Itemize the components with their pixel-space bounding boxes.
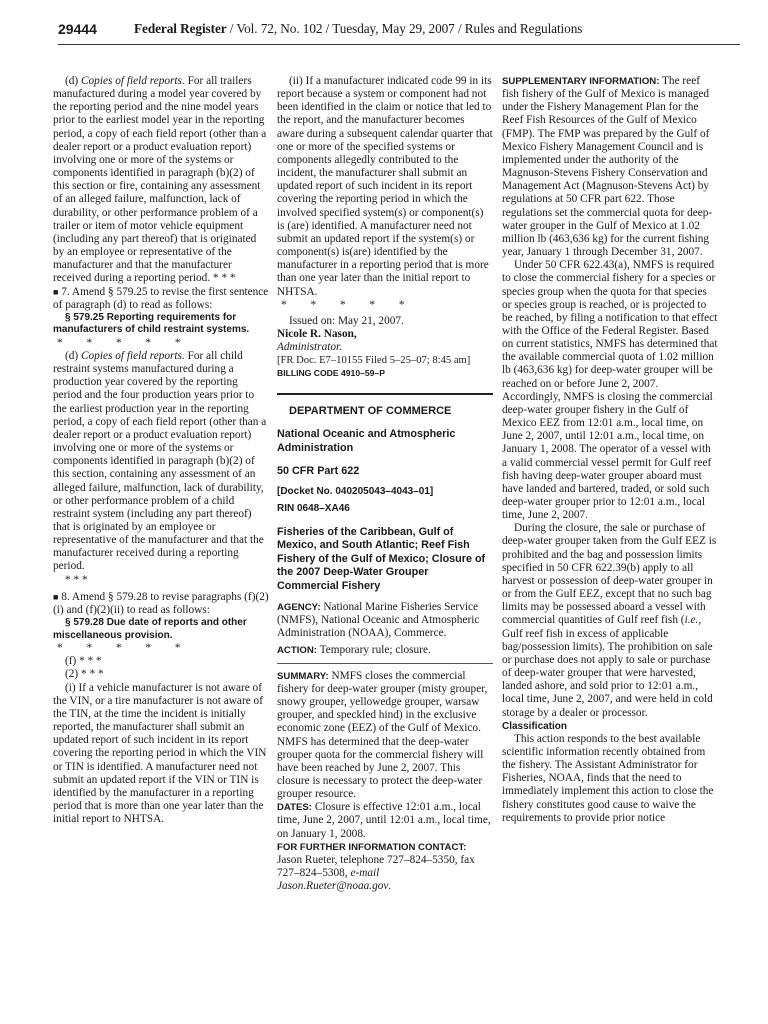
classification-heading: Classification [502,720,568,732]
issued-date: Issued on: May 21, 2007. [289,314,404,327]
action-line: ACTION: Temporary rule; closure. [277,643,431,656]
page-header [58,16,738,42]
paragraph-f2: (2) * * * [65,668,104,681]
cfr-part: 50 CFR Part 622 [277,465,360,478]
rule-title: Fisheries of the Caribbean, Gulf of Mexico, and South Atlantic; Reef Fish Fishery of the Gulf of Mexico; Closure of the 2007 Deep-Water Grouper Commercial Fishery [277,525,486,592]
paragraph-f2-ii: (ii) If a manufacturer indicated code 99 in its report because a system or component had not been identified in the claim or notice that led to the report, and the manufacturer becomes aware during a subsequent calendar quarter that one or more of the specified systems or components allegedly contributed to the incident, the manufacturer shall submit an updated report of such incident in its report covering the reporting period in which the involved specified system(s) or component(s) is (are) identified. A manufacturer need not submit an updated report if the system(s) or component(s) is(are) identified by the manufacturer in a reporting period that is more than one year later than the initial report to NHTSA. [277,75,493,298]
paragraph-tail-stars: * * * [65,573,88,586]
contact-email: e-mail Jason.Rueter@noaa.gov [277,867,389,893]
billing-code: BILLING CODE 4910–59–P [277,368,385,379]
column-2 [277,75,493,893]
fr-doc-line: [FR Doc. E7–10155 Filed 5–25–07; 8:45 am] [277,355,471,367]
agency-line: AGENCY: National Marine Fisheries Service (NMFS), National Oceanic and Atmospheric Administration (NOAA), Commerce. [277,601,480,640]
ellipsis-stars: * * * * * [57,336,182,349]
signer-name: Nicole R. Nason, [277,327,357,340]
department-name: DEPARTMENT OF COMMERCE [289,404,452,417]
publication-name: Federal Register [134,21,227,36]
section-579-25-heading: § 579.25 Reporting requirements for manufacturers of child restraint systems. [53,311,250,336]
paragraph-f: (f) * * * [65,655,102,668]
ellipsis-stars-2: * * * * * [57,642,182,655]
summary-paragraph: SUMMARY: NMFS closes the commercial fishery for deep-water grouper (misty grouper, snowy grouper, yellowedge grouper, warsaw grouper, and speckled hind) in the exclusive economic zone (EEZ) of the Gulf of Mexico. NMFS has determined that the deep-water grouper quota for the commercial fishery will have been reached by June 2, 2007. This closure is necessary to protect the deep-water grouper resource. [277,669,488,801]
amendment-7: ■ 7. Amend § 579.25 to revise the first sentence of paragraph (d) to read as follows: [53,285,269,311]
paragraph-d-trailers: (d) Copies of field reports. For all trailers manufactured during a model year covered by the reporting period and the nine model years prior to the earliest model year in the reporting period, a copy of each field report (other than a dealer report or a product evaluation report) involving one or more of the systems or components identified in paragraph (b)(2) of this section or fire, containing any assessment of an alleged failure, malfunction, lack of durability, or other performance problem of a trailer or item of motor vehicle equipment (including any part thereof) that is originated by an employee or representative of the manufacturer and that the manufacturer received during a reporting period. * * * [53,75,267,285]
classification-paragraph: This action responds to the best available scientific information recently obtained from the fishery. The Assistant Administrator for Fisheries, NOAA, finds that the need to immediately implement this action to close the fishery constitutes good cause to waive the requirements to provide prior notice [502,732,714,824]
ellipsis-stars-3: * * * * * [281,298,406,311]
issue-details: / Vol. 72, No. 102 / Tuesday, May 29, 2007 / Rules and Regulations [226,21,583,36]
column-1 [53,75,269,826]
running-header [134,21,582,37]
closure-paragraph: Under 50 CFR 622.43(a), NMFS is required to close the commercial fishery for a species or species group when the quota for that species or species group is reached, or is projected to be reached, by filing a notification to that effect with the Office of the Federal Register. Based on current statistics, NMFS has determined that the available commercial quota of 1.02 million lb (463,636 kg) for deep-water grouper will be reached on or before June 2, 2007. Accordingly, NMFS is closing the commercial deep-water grouper fishery in the Gulf of Mexico EEZ from 12:01 a.m., local time, on June 2, 2007, until 12:01 a.m., local time, on January 1, 2008. The operator of a vessel with a valid commercial vessel permit for Gulf reef fish having deep-water grouper aboard must have landed and bartered, traded, or sold such deep-water grouper prior to 12:01 a.m., local time, June 2, 2007. [502,259,718,522]
amendment-8: ■ 8. Amend § 579.28 to revise paragraphs (f)(2)(i) and (f)(2)(ii) to read as follows: [53,590,269,616]
summary-divider [277,663,493,664]
contact-paragraph: FOR FURTHER INFORMATION CONTACT: Jason Rueter, telephone 727–824–5350, fax 727–824–5308, e-mail Jason.Rueter@noaa.gov. [277,841,475,893]
agency-name: National Oceanic and Atmospheric Administration [277,428,456,454]
page-number: 29444 [58,21,97,37]
during-closure-paragraph: During the closure, the sale or purchase of deep-water grouper taken from the Gulf EEZ is prohibited and the bag and possession limits specified in 50 CFR 622.39(b) apply to all harvest or possession of deep-water grouper in or from the Gulf EEZ, except that no such bag limits may be possessed aboard a vessel with commercial quantities of Gulf reef fish (i.e., Gulf reef fish in excess of applicable bag/possession limits). The prohibition on sale or purchase does not apply to sale or purchase of deep-water grouper that were harvested, landed ashore, and sold prior to 12:01 a.m., local time, June 2, 2007, and were held in cold storage by a dealer or processor. [502,522,717,719]
section-579-28-heading: § 579.28 Due date of reports and other miscellaneous provision. [53,617,247,641]
signer-title: Administrator. [277,341,342,354]
rin-number: RIN 0648–XA46 [277,503,350,515]
docket-number: [Docket No. 040205043–4043–01] [277,485,434,497]
document-divider [277,393,493,395]
paragraph-f2-i: (i) If a vehicle manufacturer is not aware of the VIN, or a tire manufacturer is not aware of the TIN, at the time the incident is initially reported, the manufacturer shall submit an updated report of such incident in its report covering the reporting period in which the VIN or TIN is identified. A manufacturer need not submit an updated report if the VIN or TIN is identified by the manufacturer in a reporting period that is more than one year later than the initial report to NHTSA. [53,681,267,826]
supplementary-paragraph: SUPPLEMENTARY INFORMATION: The reef fish fishery of the Gulf of Mexico is managed under the Fishery Management Plan for the Reef Fish Resources of the Gulf of Mexico (FMP). The FMP was prepared by the Gulf of Mexico Fishery Management Council and is implemented under the authority of the Magnuson-Stevens Fishery Conservation and Management Act (Magnuson-Stevens Act) by regulations at 50 CFR part 622. Those regulations set the commercial quota for deep-water grouper in the Gulf of Mexico at 1.02 million lb (463,636 kg) for the current fishing year, January 1 through December 31, 2007. [502,75,713,259]
dates-paragraph: DATES: Closure is effective 12:01 a.m., local time, June 2, 2007, until 12:01 a.m., local time, on January 1, 2008. [277,801,491,840]
paragraph-d-child-restraint: (d) Copies of field reports. For all child restraint systems manufactured during a production year covered by the reporting period and the four production years prior to the earliest production year in the reporting period, a copy of each field report (other than a dealer report or a product evaluation report) involving one or more of the systems or components identified in paragraph (b)(2) of this section, containing any assessment of an alleged failure, malfunction, lack of durability, or other performance problem of a child restraint system (including any part thereof) that is originated by an employee or representative of the manufacturer and that the manufacturer received during a reporting period. [53,349,267,573]
header-rule [58,44,740,45]
column-3 [502,75,718,825]
